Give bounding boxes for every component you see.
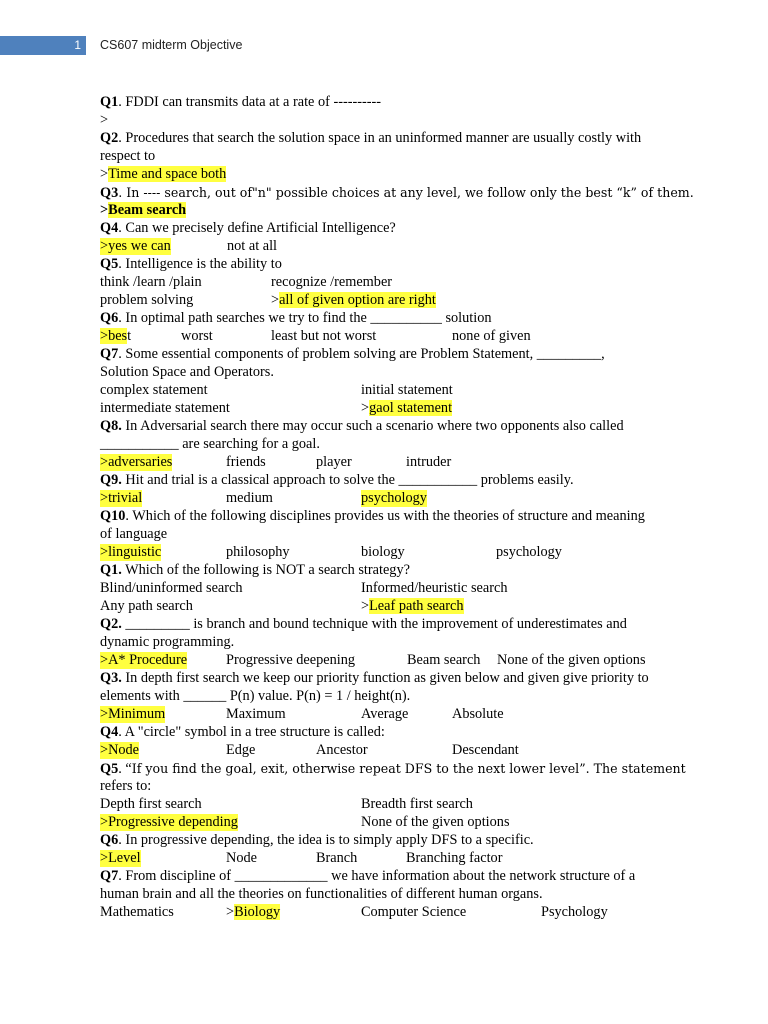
highlighted-answer: gaol statement xyxy=(369,400,453,416)
option: psychology xyxy=(496,544,562,560)
question-number: Q3 xyxy=(100,185,119,201)
question-line xyxy=(100,508,645,525)
question-line xyxy=(100,418,624,435)
option: Depth first search xyxy=(100,796,202,812)
question-text-continued xyxy=(100,148,155,165)
question-number: Q5 xyxy=(100,761,119,777)
option: Informed/heuristic search xyxy=(361,580,508,596)
highlighted-answer: >A* Procedure xyxy=(100,652,188,668)
question-line xyxy=(100,472,574,489)
question-text: . In progressive depending, the idea is to simply apply DFS to a specific. xyxy=(118,832,534,848)
option: intermediate statement xyxy=(100,400,230,416)
question-text-continued xyxy=(100,688,410,705)
question-text-continued xyxy=(100,364,274,381)
question-number: Q9. xyxy=(100,472,122,488)
option: Ancestor xyxy=(316,742,368,758)
option: Edge xyxy=(226,742,256,758)
option: Blind/uninformed search xyxy=(100,580,243,596)
question-text: . Intelligence is the ability to xyxy=(118,256,282,272)
highlighted-answer: >bes xyxy=(100,328,128,344)
highlighted-answer: >Node xyxy=(100,742,140,758)
question-line xyxy=(100,310,492,327)
question-number: Q2. xyxy=(100,616,122,632)
question-line xyxy=(100,94,381,111)
question-text: Solution Space and Operators. xyxy=(100,364,274,380)
question-number: Q8. xyxy=(100,418,122,434)
option: Descendant xyxy=(452,742,519,758)
highlighted-answer: Time and space both xyxy=(108,166,227,182)
question-text: . Procedures that search the solution space in an uninformed manner are usually costly with xyxy=(118,130,642,146)
highlighted-answer: Beam search xyxy=(108,202,187,218)
answer-marker: > xyxy=(361,400,370,416)
answer-marker: > xyxy=(100,166,109,182)
answer-line xyxy=(100,112,108,129)
question-line xyxy=(100,868,635,885)
option: Breadth first search xyxy=(361,796,473,812)
option: Branching factor xyxy=(406,850,503,866)
question-number: Q10 xyxy=(100,508,126,524)
question-number: Q7 xyxy=(100,346,119,362)
question-line xyxy=(100,670,649,687)
option: Node xyxy=(226,850,257,866)
option: biology xyxy=(361,544,405,560)
option: recognize /remember xyxy=(271,274,393,290)
question-line xyxy=(100,832,534,849)
answer-marker: > xyxy=(226,904,235,920)
question-text: . In ---- search, out of"n" possible choices at any level, we follow only the best “k” of them. xyxy=(118,185,694,200)
question-text: human brain and all the theories on functionalities of different human organs. xyxy=(100,886,543,902)
question-number: Q6 xyxy=(100,310,119,326)
option: think /learn /plain xyxy=(100,274,202,290)
highlighted-answer: >yes we can xyxy=(100,238,171,254)
question-text: . In optimal path searches we try to find the __________ solution xyxy=(118,310,492,326)
question-line xyxy=(100,562,410,579)
question-text: . Which of the following disciplines provides us with the theories of structure and meaning xyxy=(125,508,645,524)
question-number: Q1 xyxy=(100,94,119,110)
document-title: CS607 midterm Objective xyxy=(100,38,243,52)
page-number: 1 xyxy=(0,36,86,55)
question-text: . A "circle" symbol in a tree structure is called: xyxy=(118,724,385,740)
question-number: Q5 xyxy=(100,256,119,272)
answer-line xyxy=(100,166,226,183)
option: Beam search xyxy=(407,652,481,668)
highlighted-answer: >Level xyxy=(100,850,141,866)
option: none of given xyxy=(452,328,531,344)
highlighted-answer: all of given option are right xyxy=(279,292,436,308)
answer-line xyxy=(100,202,186,219)
question-line xyxy=(100,220,396,237)
question-text-continued xyxy=(100,886,543,903)
option: intruder xyxy=(406,454,452,470)
question-line xyxy=(100,256,282,273)
option: player xyxy=(316,454,352,470)
answer-marker: > xyxy=(271,292,280,308)
highlighted-answer: Leaf path search xyxy=(369,598,464,614)
highlighted-answer: >linguistic xyxy=(100,544,162,560)
question-number: Q2 xyxy=(100,130,119,146)
question-text: If you find the goal, exit, otherwise repeat DFS to the next lower level”. The statement xyxy=(131,761,686,776)
question-text: dynamic programming. xyxy=(100,634,235,650)
option: Average xyxy=(361,706,409,722)
answer-marker: > xyxy=(100,112,109,128)
option: Maximum xyxy=(226,706,286,722)
option: Computer Science xyxy=(361,904,467,920)
question-text: ___________ are searching for a goal. xyxy=(100,436,320,452)
question-text: of language xyxy=(100,526,168,542)
question-line xyxy=(100,346,605,363)
question-text-continued xyxy=(100,526,167,543)
question-text: respect to xyxy=(100,148,156,164)
answer-marker: > xyxy=(361,598,370,614)
highlighted-answer: >Progressive depending xyxy=(100,814,238,830)
option: Any path search xyxy=(100,598,193,614)
question-line xyxy=(100,616,627,633)
question-number: Q4 xyxy=(100,220,119,236)
option: problem solving xyxy=(100,292,194,308)
option-fragment: t xyxy=(127,328,132,344)
highlighted-answer: >trivial xyxy=(100,490,143,506)
question-text-continued xyxy=(100,634,234,651)
question-text: elements with ______ P(n) value. P(n) = 1 / height(n). xyxy=(100,688,411,704)
option: not at all xyxy=(227,238,278,254)
answer-marker: > xyxy=(100,202,109,218)
question-line xyxy=(100,760,686,778)
option: complex statement xyxy=(100,382,208,398)
option: Progressive deepening xyxy=(226,652,356,668)
option: Branch xyxy=(316,850,358,866)
option: Absolute xyxy=(452,706,504,722)
question-text: _________ is branch and bound technique with the improvement of underestimates and xyxy=(121,616,627,632)
option: medium xyxy=(226,490,273,506)
question-text: In Adversarial search there may occur such a scenario where two opponents also called xyxy=(121,418,624,434)
question-text: . Some essential components of problem solving are Problem Statement, _________, xyxy=(118,346,605,362)
question-line xyxy=(100,184,694,202)
question-text: . Can we precisely define Artificial Intelligence? xyxy=(118,220,396,236)
question-text: In depth first search we keep our priority function as given below and given give priority to xyxy=(121,670,649,686)
highlighted-answer: psychology xyxy=(361,490,427,506)
question-line xyxy=(100,724,385,741)
option: Mathematics xyxy=(100,904,174,920)
highlighted-answer: >adversaries xyxy=(100,454,173,470)
highlighted-answer: Biology xyxy=(234,904,281,920)
highlighted-answer: >Minimum xyxy=(100,706,166,722)
option: None of the given options xyxy=(497,652,646,668)
option: initial statement xyxy=(361,382,453,398)
question-text: Which of the following is NOT a search strategy? xyxy=(121,562,410,578)
question-number: Q4 xyxy=(100,724,119,740)
option: None of the given options xyxy=(361,814,510,830)
question-number: Q6 xyxy=(100,832,119,848)
question-line xyxy=(100,130,641,147)
question-text-continued xyxy=(100,778,151,795)
question-text: . FDDI can transmits data at a rate of ---------- xyxy=(118,94,382,110)
question-text: Hit and trial is a classical approach to solve the ___________ problems easily. xyxy=(121,472,574,488)
question-text: . From discipline of _____________ we have information about the network structure of a xyxy=(118,868,636,884)
question-text: refers to: xyxy=(100,778,152,794)
question-text: . “ xyxy=(118,761,132,777)
question-number: Q3. xyxy=(100,670,122,686)
question-number: Q7 xyxy=(100,868,119,884)
page-header xyxy=(0,34,768,58)
option: least but not worst xyxy=(271,328,377,344)
question-number: Q1. xyxy=(100,562,122,578)
option: Psychology xyxy=(541,904,608,920)
option: friends xyxy=(226,454,266,470)
option: worst xyxy=(181,328,213,344)
option: philosophy xyxy=(226,544,290,560)
question-text-continued xyxy=(100,436,320,453)
